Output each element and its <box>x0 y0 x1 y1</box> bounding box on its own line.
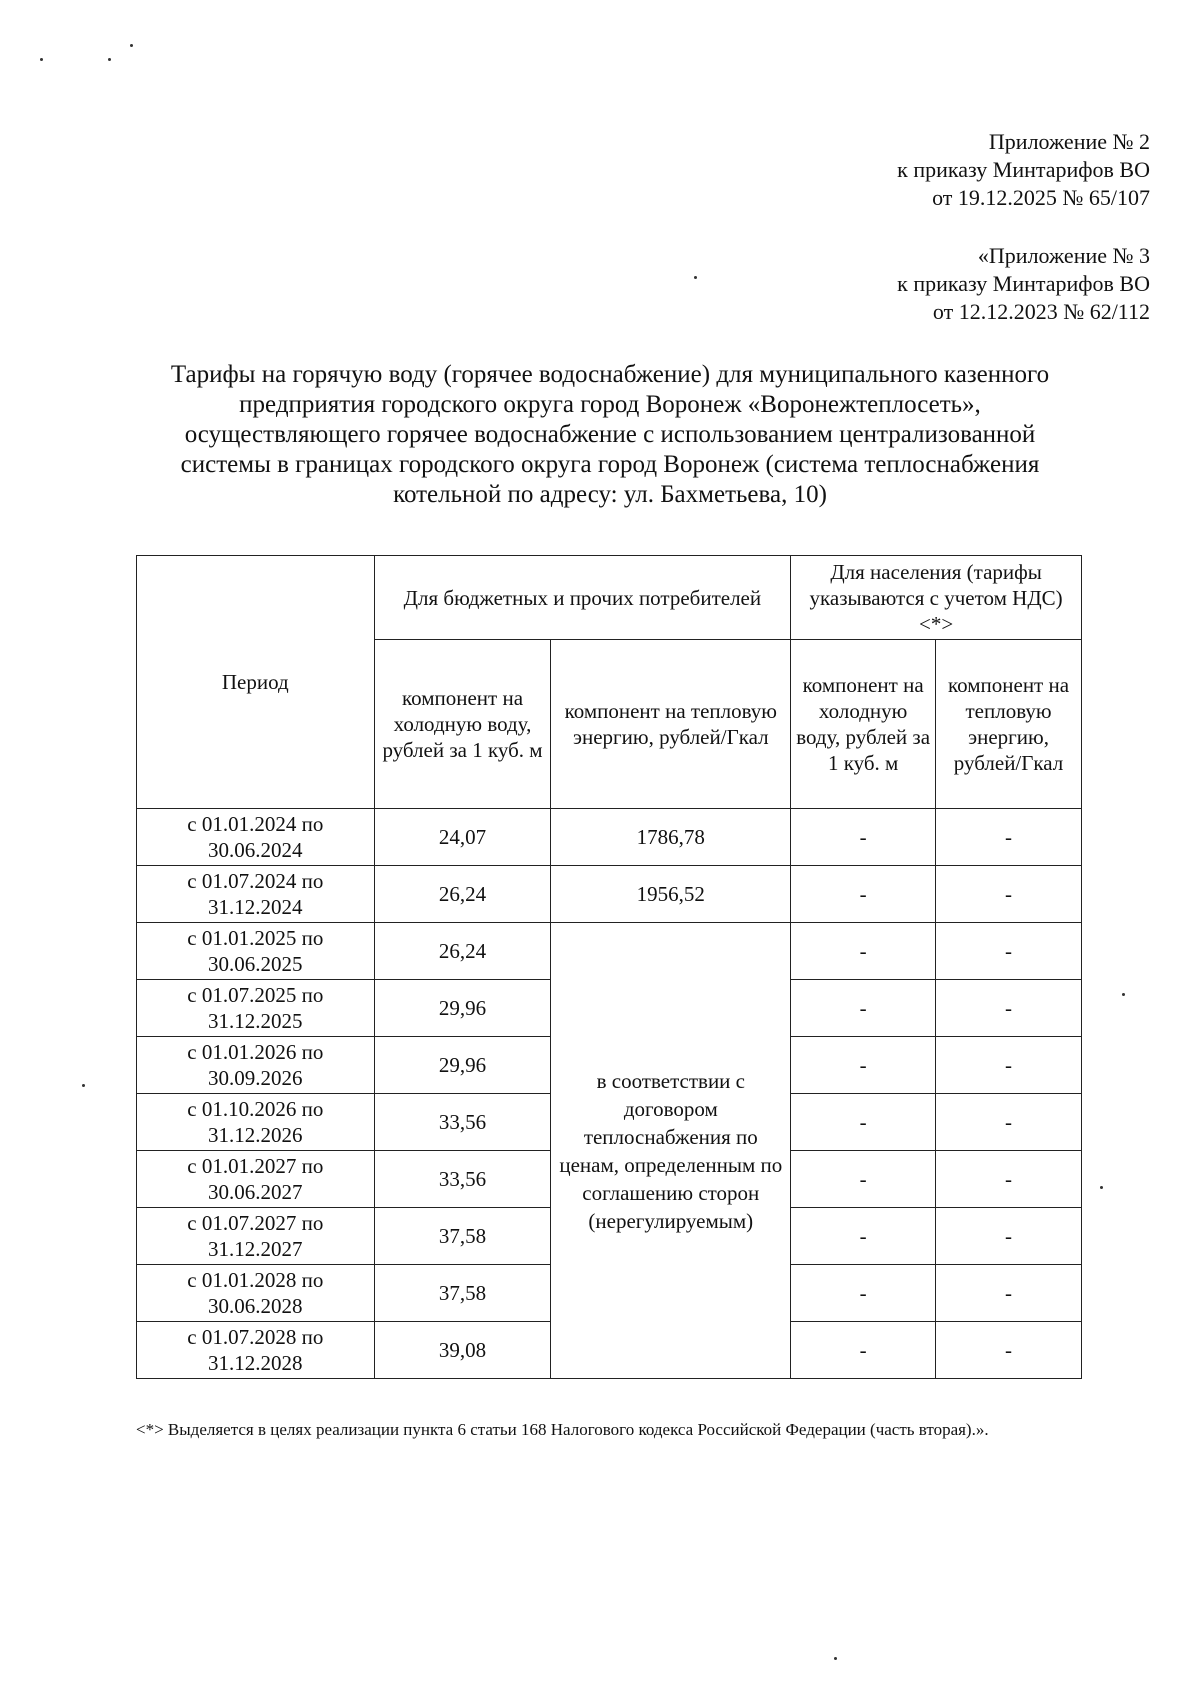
population-cold-value: - <box>791 1037 936 1094</box>
cold-water-value: 39,08 <box>374 1322 551 1379</box>
table-row <box>137 809 1082 866</box>
scan-speck <box>130 44 133 47</box>
scan-speck <box>40 58 43 61</box>
title-line: Тарифы на горячую воду (горячее водоснабжение) для муниципального казенного <box>170 361 1050 388</box>
population-cold-value: - <box>791 1208 936 1265</box>
subheader-heat-budget: компонент на тепловую энергию, рублей/Гкал <box>551 640 791 809</box>
scan-speck <box>82 1084 85 1087</box>
tariff-table <box>136 555 1082 1379</box>
subheader-cold-population: компонент на холодную воду, рублей за 1 куб. м <box>791 640 936 809</box>
period-cell: с 01.01.2027 по 30.06.2027 <box>137 1151 375 1208</box>
title-line: котельной по адресу: ул. Бахметьева, 10) <box>393 481 827 508</box>
population-cold-value: - <box>791 980 936 1037</box>
cold-water-value: 26,24 <box>374 866 551 923</box>
table-row <box>137 923 1082 980</box>
period-cell: с 01.07.2025 по 31.12.2025 <box>137 980 375 1037</box>
period-cell: с 01.07.2028 по 31.12.2028 <box>137 1322 375 1379</box>
heat-energy-value: 1786,78 <box>551 809 791 866</box>
table-row <box>137 866 1082 923</box>
title-line: предприятия городского округа город Воронеж «Воронежтеплосеть», <box>239 391 981 418</box>
population-cold-value: - <box>791 1151 936 1208</box>
scan-speck <box>834 1657 837 1660</box>
heat-energy-value: 1956,52 <box>551 866 791 923</box>
population-heat-value: - <box>936 1037 1082 1094</box>
heat-energy-contract-note: в соответствии с договором теплоснабжения по ценам, определенным по соглашению сторон (нерегулируемым) <box>551 923 791 1379</box>
population-heat-value: - <box>936 1094 1082 1151</box>
header-budget-consumers: Для бюджетных и прочих потребителей <box>374 556 791 640</box>
appendix-previous-number: «Приложение № 3 <box>977 243 1150 268</box>
population-cold-value: - <box>791 1094 936 1151</box>
population-cold-value: - <box>791 1322 936 1379</box>
cold-water-value: 37,58 <box>374 1208 551 1265</box>
population-cold-value: - <box>791 1265 936 1322</box>
appendix-current-number: Приложение № 2 <box>988 129 1150 154</box>
appendix-current-order: к приказу Минтарифов ВО <box>897 157 1150 182</box>
period-cell: с 01.01.2025 по 30.06.2025 <box>137 923 375 980</box>
population-heat-value: - <box>936 1265 1082 1322</box>
cold-water-value: 33,56 <box>374 1094 551 1151</box>
footnote: <*> Выделяется в целях реализации пункта 6 статьи 168 Налогового кодекса Российской Федерации (часть вторая).». <box>136 1420 989 1439</box>
population-cold-value: - <box>791 809 936 866</box>
scan-speck <box>108 58 111 61</box>
header-population: Для населения (тарифы указываются с учетом НДС) <*> <box>791 556 1082 640</box>
header-period: Период <box>137 556 375 809</box>
scan-speck <box>1122 993 1125 996</box>
appendix-current-date: от 19.12.2025 № 65/107 <box>932 185 1150 210</box>
period-cell: с 01.10.2026 по 31.12.2026 <box>137 1094 375 1151</box>
population-heat-value: - <box>936 1322 1082 1379</box>
population-heat-value: - <box>936 923 1082 980</box>
period-cell: с 01.01.2026 по 30.09.2026 <box>137 1037 375 1094</box>
scan-speck <box>694 276 697 279</box>
cold-water-value: 33,56 <box>374 1151 551 1208</box>
title-line: системы в границах городского округа город Воронеж (система теплоснабжения <box>180 451 1040 478</box>
scan-speck <box>1100 1186 1103 1189</box>
cold-water-value: 37,58 <box>374 1265 551 1322</box>
subheader-cold-budget: компонент на холодную воду, рублей за 1 куб. м <box>374 640 551 809</box>
appendix-previous-date: от 12.12.2023 № 62/112 <box>932 299 1150 324</box>
cold-water-value: 24,07 <box>374 809 551 866</box>
population-heat-value: - <box>936 809 1082 866</box>
period-cell: с 01.07.2027 по 31.12.2027 <box>137 1208 375 1265</box>
subheader-heat-population: компонент на тепловую энергию, рублей/Гкал <box>936 640 1082 809</box>
cold-water-value: 26,24 <box>374 923 551 980</box>
population-heat-value: - <box>936 1208 1082 1265</box>
appendix-current-block <box>550 128 1150 212</box>
population-cold-value: - <box>791 866 936 923</box>
document-title <box>120 360 1100 510</box>
appendix-previous-block <box>550 242 1150 326</box>
cold-water-value: 29,96 <box>374 980 551 1037</box>
period-cell: с 01.07.2024 по 31.12.2024 <box>137 866 375 923</box>
population-heat-value: - <box>936 1151 1082 1208</box>
population-cold-value: - <box>791 923 936 980</box>
population-heat-value: - <box>936 866 1082 923</box>
period-cell: с 01.01.2024 по 30.06.2024 <box>137 809 375 866</box>
cold-water-value: 29,96 <box>374 1037 551 1094</box>
population-heat-value: - <box>936 980 1082 1037</box>
title-line: осуществляющего горячее водоснабжение с использованием централизованной <box>184 421 1036 448</box>
period-cell: с 01.01.2028 по 30.06.2028 <box>137 1265 375 1322</box>
appendix-previous-order: к приказу Минтарифов ВО <box>897 271 1150 296</box>
